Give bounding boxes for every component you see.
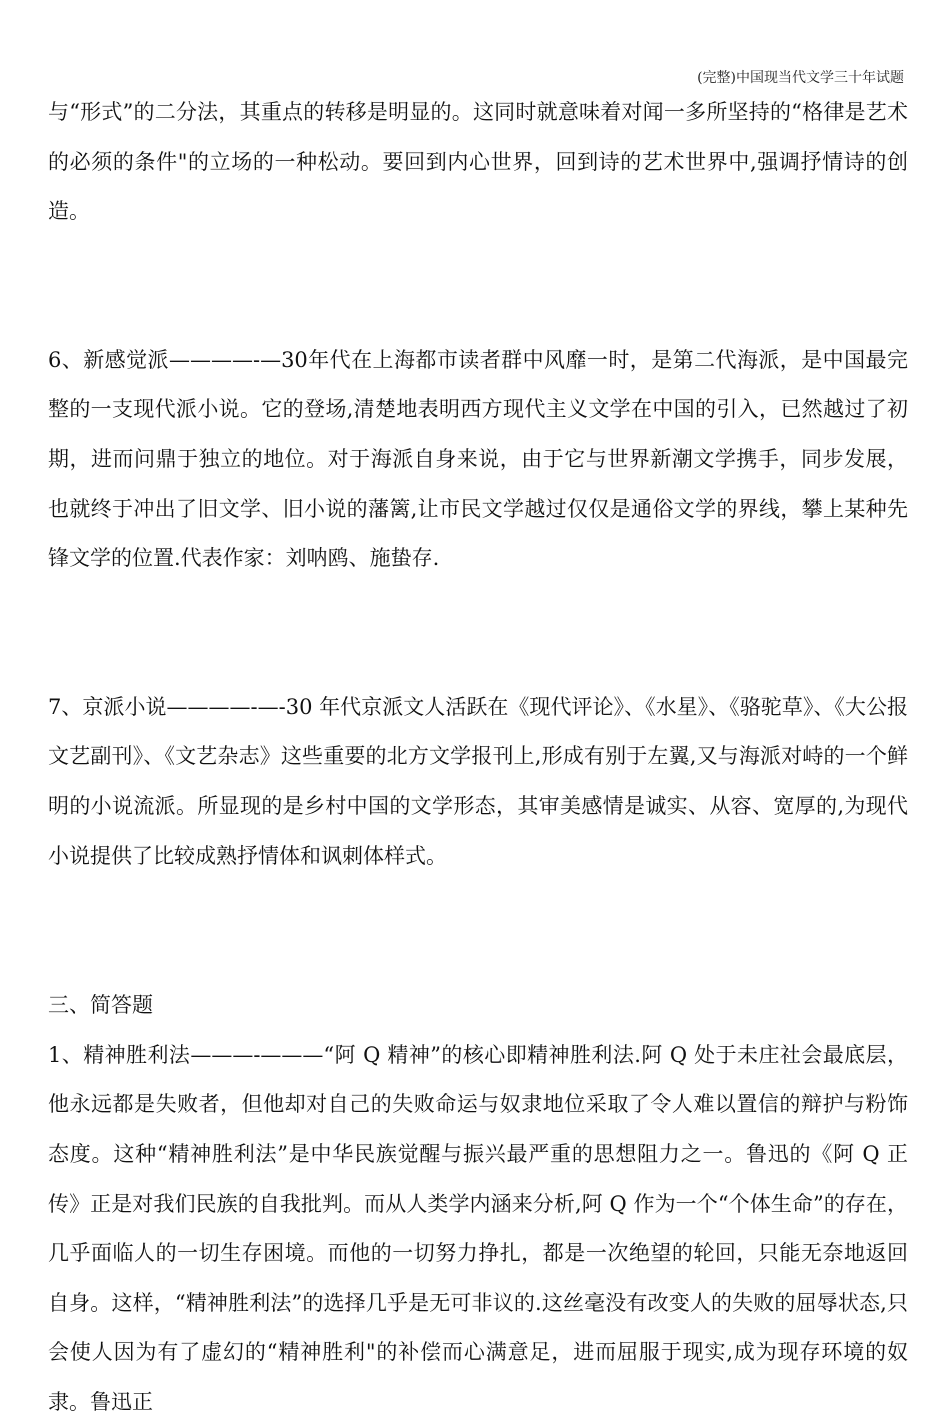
- page-header: (完整)中国现当代文学三十年试题: [697, 70, 904, 86]
- paragraph-spiritual-victory: 1、精神胜利法———-———“阿 Q 精神”的核心即精神胜利法.阿 Q 处于未庄社会最底层，他永远都是失败者，但他却对自己的失败命运与奴隶地位采取了令人难以置信的辩护与粉饰态度。这种“精神胜利法”是中华民族觉醒与振兴最严重的思想阻力之一。鲁迅的《阿 Q 正传》正是对我们民族的自我批判。而从人类学内涵来分析,阿 Q 作为一个“个体生命”的存在，几乎面临人的一切生存困境。而他的一切努力挣扎，都是一次绝望的轮回，只能无奈地返回自身。这样，“精神胜利法”的选择几乎是无可非议的.这丝毫没有改变人的失败的屈辱状态,只会使人因为有了虚幻的“精神胜利"的补偿而心满意足，进而屈服于现实,成为现存环境的奴隶。鲁迅正: [48, 1042, 908, 1414]
- paragraph-spacer: [48, 237, 908, 336]
- paragraph-beijing-school-fiction: 7、京派小说————-—-30 年代京派文人活跃在《现代评论》、《水星》、《骆驼草》、《大公报 文艺副刊》、《文艺杂志》这些重要的北方文学报刊上,形成有别于左翼,又与海派对峙的一个鲜明的小说流派。所显现的是乡村中国的文学形态，其审美感情是诚实、从容、宽厚的,为现代小说提供了比较成熟抒情体和讽刺体样式。: [48, 694, 908, 868]
- section-title-short-answer: 三、简答题: [48, 993, 153, 1018]
- paragraph-new-sensation-school: 6、新感觉派————-—30年代在上海都市读者群中风靡一时，是第二代海派，是中国最完整的一支现代派小说。它的登场,清楚地表明西方现代主义文学在中国的引入，已然越过了初期，进而问鼎于独立的地位。对于海派自身来说，由于它与世界新潮文学携手，同步发展，也就终于冲出了旧文学、旧小说的藩篱,让市民文学越过仅仅是通俗文学的界线，攀上某种先锋文学的位置.代表作家：刘呐鸥、施蛰存.: [48, 347, 908, 571]
- paragraph-spacer: [48, 881, 908, 981]
- paragraph-spacer: [48, 584, 908, 683]
- paragraph-intro: 与“形式”的二分法，其重点的转移是明显的。这同时就意味着对闻一多所坚持的“格律是艺术的必须的条件"的立场的一种松动。要回到内心世界，回到诗的艺术世界中,强调抒情诗的创造。: [48, 100, 908, 224]
- document-body: [48, 88, 908, 1427]
